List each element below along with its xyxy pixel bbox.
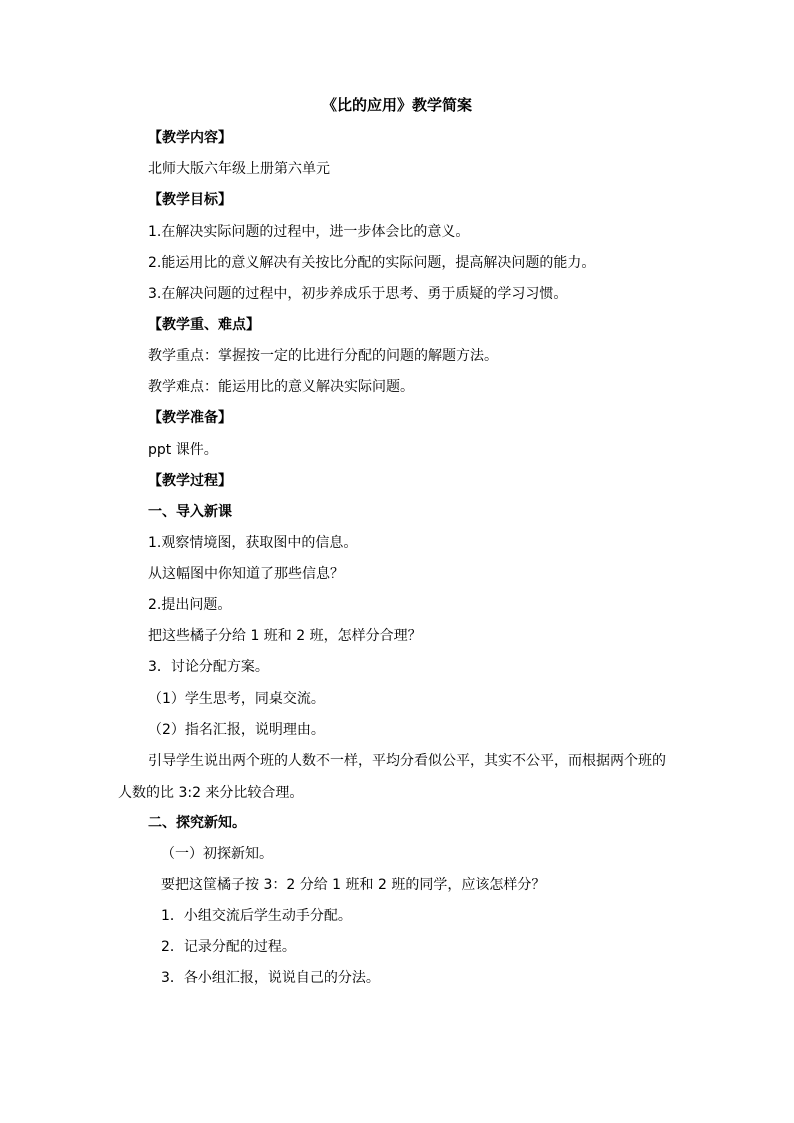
intro-line-2: 从这幅图中你知道了那些信息？ — [148, 566, 344, 582]
explore-question: 要把这筐橘子按 3：2 分给 1 班和 2 班的同学，应该怎样分？ — [161, 877, 546, 893]
heading-explore-new-knowledge: 二、探究新知。 — [148, 815, 246, 831]
key-point-text: 教学重点：掌握按一定的比进行分配的问题的解题方法。 — [148, 348, 498, 364]
heading-teaching-prep: 【教学准备】 — [148, 410, 232, 426]
heading-teaching-goals: 【教学目标】 — [148, 192, 232, 208]
difficult-point-text: 教学难点：能运用比的意义解决实际问题。 — [148, 379, 414, 395]
document-title: 《比的应用》教学简案 — [321, 96, 472, 114]
heading-teaching-process: 【教学过程】 — [148, 473, 232, 489]
teaching-content-text: 北师大版六年级上册第六单元 — [148, 161, 330, 177]
explore-step-2: 2．记录分配的过程。 — [161, 939, 296, 955]
intro-line-6: （1）学生思考，同桌交流。 — [148, 691, 325, 707]
heading-teaching-content: 【教学内容】 — [148, 130, 232, 146]
goal-item-1: 1.在解决实际问题的过程中，进一步体会比的意义。 — [148, 224, 470, 240]
intro-line-3: 2.提出问题。 — [148, 597, 232, 613]
intro-line-4: 把这些橘子分给 1 班和 2 班，怎样分合理？ — [148, 628, 422, 644]
explore-step-3: 3．各小组汇报，说说自己的分法。 — [161, 970, 380, 986]
intro-paragraph: 引导学生说出两个班的人数不一样，平均分看似公平，其实不公平，而根据两个班的人数的比 3:2 来分比较合理。 — [118, 753, 666, 801]
heading-key-difficult-points: 【教学重、难点】 — [148, 317, 260, 333]
explore-step-1: 1．小组交流后学生动手分配。 — [161, 908, 352, 924]
intro-line-1: 1.观察情境图，获取图中的信息。 — [148, 535, 358, 551]
intro-line-5: 3．讨论分配方案。 — [148, 659, 269, 675]
teaching-prep-text: ppt 课件。 — [148, 442, 218, 458]
goal-item-3: 3.在解决问题的过程中，初步养成乐于思考、勇于质疑的学习习惯。 — [148, 286, 568, 302]
heading-intro-new-lesson: 一、导入新课 — [148, 504, 232, 520]
goal-item-2: 2.能运用比的意义解决有关按比分配的实际问题，提高解决问题的能力。 — [148, 255, 596, 271]
intro-line-7: （2）指名汇报，说明理由。 — [148, 722, 325, 738]
explore-subheading: （一）初探新知。 — [161, 846, 273, 862]
